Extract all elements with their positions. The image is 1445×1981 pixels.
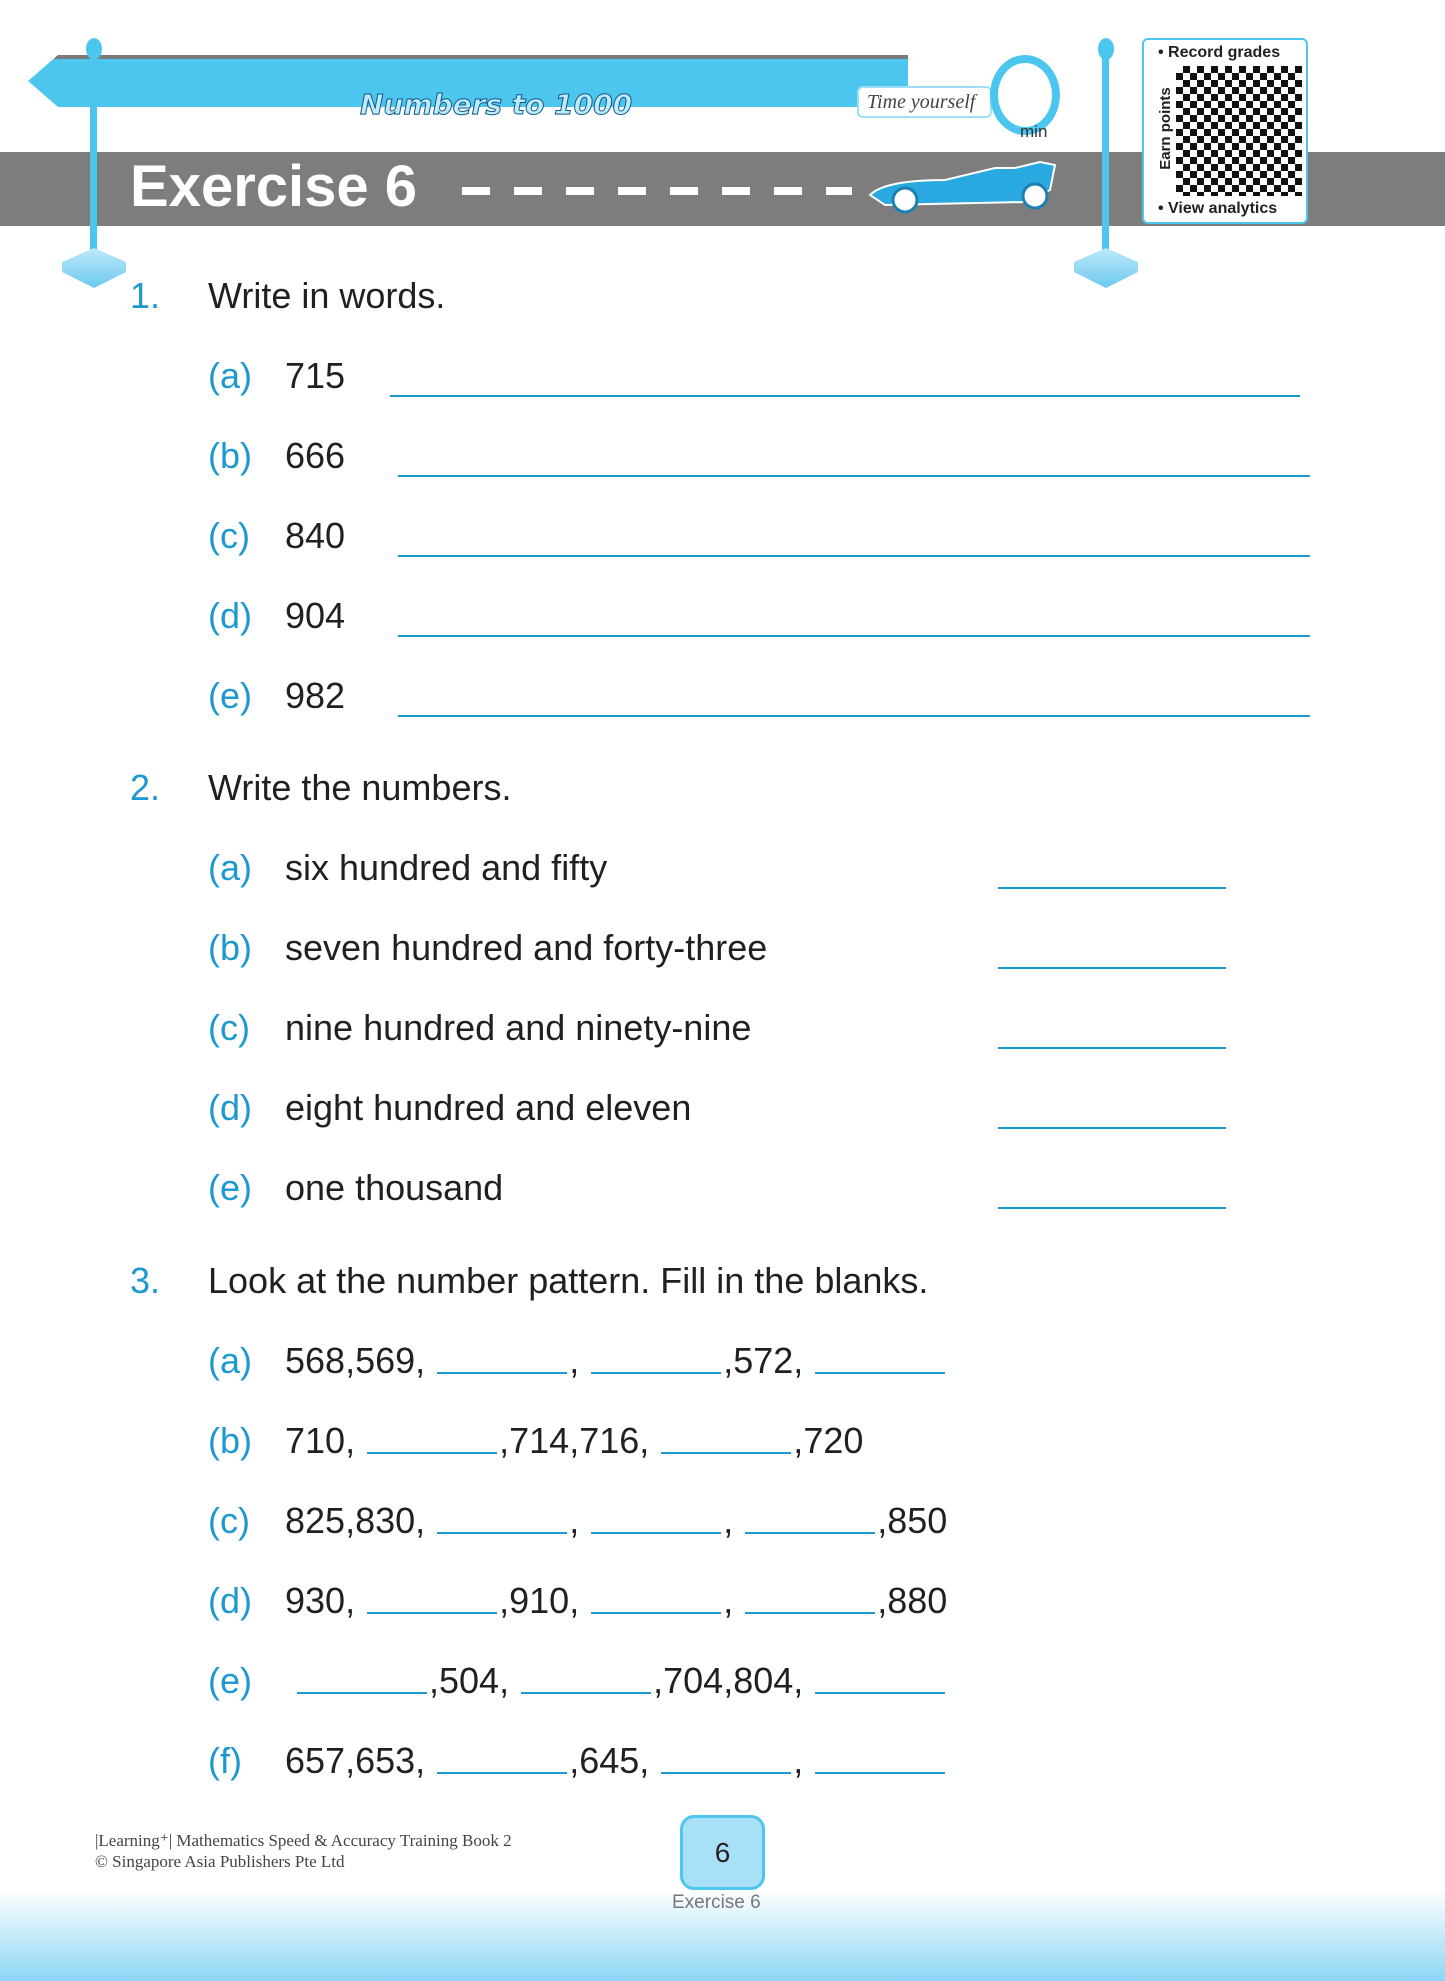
answer-blank[interactable] — [661, 1772, 791, 1774]
item-label: (e) — [208, 1167, 252, 1208]
answer-blank[interactable] — [521, 1692, 651, 1694]
footer-book-title: |Learning⁺| Mathematics Speed & Accuracy Training Book 2 — [95, 1831, 512, 1850]
answer-blank[interactable] — [661, 1452, 791, 1454]
answer-line[interactable] — [390, 395, 1300, 397]
item-label: (b) — [208, 435, 252, 476]
page-number: 6 — [680, 1815, 765, 1890]
answer-line[interactable] — [398, 635, 1310, 637]
pole-base-left — [62, 248, 126, 288]
qr-code[interactable] — [1176, 66, 1302, 196]
sequence-number: 657 — [285, 1740, 346, 1781]
footer-copyright: © Singapore Asia Publishers Pte Ltd — [95, 1852, 345, 1871]
item-prompt: eight hundred and eleven — [285, 1087, 692, 1128]
comma: , — [639, 1420, 650, 1461]
comma: , — [569, 1500, 580, 1541]
comma: , — [499, 1420, 510, 1461]
number-sequence — [285, 1500, 947, 1542]
question-text: Look at the number pattern. Fill in the blanks. — [208, 1260, 929, 1301]
answer-line[interactable] — [998, 1127, 1226, 1129]
number-sequence — [285, 1340, 947, 1382]
item-label: (d) — [208, 1087, 252, 1128]
pole-right — [1102, 55, 1109, 255]
sequence-number: 714 — [509, 1420, 570, 1461]
race-car-icon — [865, 160, 1065, 215]
item-label: (d) — [208, 1580, 252, 1621]
comma: , — [345, 1580, 356, 1621]
comma: , — [793, 1660, 804, 1701]
answer-blank[interactable] — [591, 1532, 721, 1534]
question-text: Write in words. — [208, 275, 446, 316]
comma: , — [415, 1500, 426, 1541]
item-label: (b) — [208, 1420, 252, 1461]
exercise-title: Exercise 6 — [130, 154, 418, 219]
time-yourself-label: Time yourself — [857, 86, 992, 118]
answer-line[interactable] — [998, 1207, 1226, 1209]
answer-line[interactable] — [398, 715, 1310, 717]
question-number: 2. — [130, 767, 161, 808]
item-label: (c) — [208, 1007, 250, 1048]
comma: , — [723, 1500, 734, 1541]
answer-line[interactable] — [998, 887, 1226, 889]
comma: , — [569, 1580, 580, 1621]
item-prompt: 715 — [285, 355, 346, 396]
answer-blank[interactable] — [437, 1772, 567, 1774]
sequence-number: 569 — [355, 1340, 416, 1381]
qr-panel[interactable] — [1142, 38, 1308, 224]
answer-blank[interactable] — [745, 1532, 875, 1534]
sequence-number: 504 — [439, 1660, 500, 1701]
comma: , — [723, 1660, 734, 1701]
pole-base-right — [1074, 248, 1138, 288]
comma: , — [569, 1740, 580, 1781]
sequence-number: 825 — [285, 1500, 346, 1541]
answer-line[interactable] — [998, 967, 1226, 969]
number-sequence — [285, 1660, 947, 1702]
answer-blank[interactable] — [815, 1772, 945, 1774]
sequence-number: 572 — [733, 1340, 794, 1381]
item-label: (e) — [208, 1660, 252, 1701]
sequence-number: 710 — [285, 1420, 346, 1461]
comma: , — [345, 1340, 356, 1381]
comma: , — [793, 1340, 804, 1381]
answer-blank[interactable] — [437, 1532, 567, 1534]
item-prompt: seven hundred and forty-three — [285, 927, 768, 968]
item-label: (e) — [208, 675, 252, 716]
item-label: (f) — [208, 1740, 242, 1781]
item-prompt: six hundred and fifty — [285, 847, 608, 888]
comma: , — [793, 1420, 804, 1461]
answer-line[interactable] — [398, 555, 1310, 557]
item-prompt: 840 — [285, 515, 346, 556]
answer-line[interactable] — [398, 475, 1310, 477]
answer-blank[interactable] — [367, 1612, 497, 1614]
item-label: (a) — [208, 1340, 252, 1381]
comma: , — [345, 1500, 356, 1541]
item-label: (c) — [208, 515, 250, 556]
sequence-number: 830 — [355, 1500, 416, 1541]
question-number: 1. — [130, 275, 161, 316]
item-label: (b) — [208, 927, 252, 968]
comma: , — [499, 1580, 510, 1621]
item-label: (c) — [208, 1500, 250, 1541]
answer-blank[interactable] — [297, 1692, 427, 1694]
comma: , — [723, 1340, 734, 1381]
page-label: Exercise 6 — [672, 1892, 761, 1913]
comma: , — [569, 1340, 580, 1381]
item-label: (a) — [208, 355, 252, 396]
item-prompt: 982 — [285, 675, 346, 716]
comma: , — [793, 1740, 804, 1781]
item-prompt: nine hundred and ninety-nine — [285, 1007, 752, 1048]
dashed-track — [462, 187, 852, 195]
sequence-number: 930 — [285, 1580, 346, 1621]
sequence-number: 704 — [663, 1660, 724, 1701]
number-sequence — [285, 1740, 947, 1782]
answer-blank[interactable] — [591, 1372, 721, 1374]
question-number: 3. — [130, 1260, 161, 1301]
answer-line[interactable] — [998, 1047, 1226, 1049]
comma: , — [429, 1660, 440, 1701]
answer-blank[interactable] — [745, 1612, 875, 1614]
answer-blank[interactable] — [367, 1452, 497, 1454]
pole-left — [90, 55, 97, 255]
topic-title: Numbers to 1000 — [360, 88, 633, 121]
sequence-number: 716 — [579, 1420, 640, 1461]
item-prompt: one thousand — [285, 1167, 504, 1208]
comma: , — [415, 1740, 426, 1781]
sequence-number: 804 — [733, 1660, 794, 1701]
answer-blank[interactable] — [815, 1372, 945, 1374]
comma: , — [877, 1500, 888, 1541]
time-unit: min — [1020, 122, 1048, 141]
qr-view-analytics: • View analytics — [1158, 200, 1278, 217]
qr-earn-points: Earn points — [1156, 87, 1174, 170]
sequence-number: 653 — [355, 1740, 416, 1781]
item-prompt: 904 — [285, 595, 346, 636]
sequence-number: 568 — [285, 1340, 346, 1381]
item-prompt: 666 — [285, 435, 346, 476]
comma: , — [723, 1580, 734, 1621]
sequence-number: 850 — [887, 1500, 948, 1541]
comma: , — [345, 1740, 356, 1781]
comma: , — [499, 1660, 510, 1701]
qr-record-grades: • Record grades — [1158, 44, 1281, 61]
comma: , — [345, 1420, 356, 1461]
comma: , — [639, 1740, 650, 1781]
item-label: (a) — [208, 847, 252, 888]
sequence-number: 720 — [803, 1420, 864, 1461]
comma: , — [877, 1580, 888, 1621]
answer-blank[interactable] — [591, 1612, 721, 1614]
answer-blank[interactable] — [437, 1372, 567, 1374]
sequence-number: 880 — [887, 1580, 948, 1621]
comma: , — [653, 1660, 664, 1701]
number-sequence — [285, 1580, 947, 1622]
comma: , — [569, 1420, 580, 1461]
answer-blank[interactable] — [815, 1692, 945, 1694]
number-sequence — [285, 1420, 863, 1462]
footer-credits — [95, 1830, 512, 1872]
question-text: Write the numbers. — [208, 767, 512, 808]
sequence-number: 645 — [579, 1740, 640, 1781]
sequence-number: 910 — [509, 1580, 570, 1621]
item-label: (d) — [208, 595, 252, 636]
comma: , — [415, 1340, 426, 1381]
